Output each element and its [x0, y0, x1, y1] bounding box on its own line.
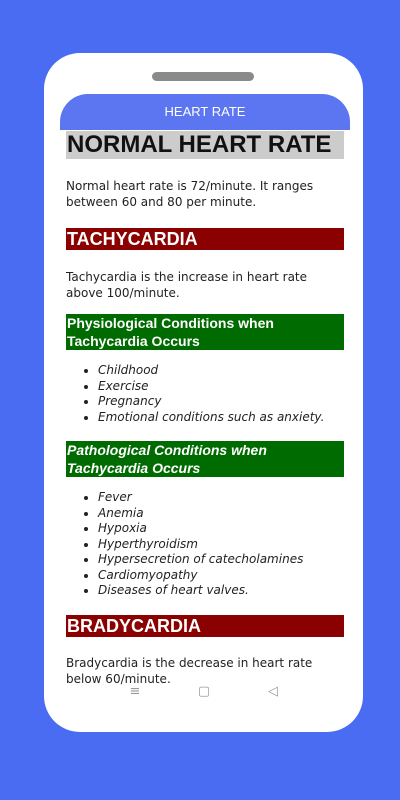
- phone-speaker: [152, 72, 254, 81]
- back-icon[interactable]: ◁: [268, 684, 278, 699]
- bradycardia-heading: BRADYCARDIA: [66, 615, 344, 637]
- home-icon[interactable]: ▢: [197, 684, 211, 699]
- list-item: • Hypoxia: [98, 521, 344, 537]
- list-item: • Pregnancy: [98, 394, 344, 410]
- list-item: • Emotional conditions such as anxiety.: [98, 410, 344, 426]
- tachycardia-text: Tachycardia is the increase in heart rate above 100/minute.: [66, 270, 308, 300]
- list-item: • Fever: [98, 490, 344, 506]
- bradycardia-text: Bradycardia is the decrease in heart rate below 60/minute.: [66, 655, 313, 686]
- app-title: HEART RATE: [164, 104, 246, 119]
- app-title-bar: [60, 94, 350, 130]
- tachycardia-heading: TACHYCARDIA: [66, 228, 344, 250]
- list-item: • Childhood: [98, 363, 344, 379]
- pathological-conditions-heading: Pathological Conditions when Tachycardia Occurs: [66, 441, 344, 477]
- list-item: • Diseases of heart valves.: [98, 583, 344, 599]
- article-content[interactable]: [66, 131, 344, 686]
- list-item: • Hypersecretion of catecholamines: [98, 552, 344, 568]
- list-item: • Anemia: [98, 506, 344, 522]
- physiological-conditions-heading: Physiological Conditions when Tachycardia Occurs: [66, 314, 344, 350]
- menu-icon[interactable]: ≡: [129, 684, 141, 699]
- system-navigation-bar: [60, 678, 350, 706]
- physiological-conditions-list: [66, 363, 344, 425]
- list-item: • Cardiomyopathy: [98, 568, 344, 584]
- list-item: • Exercise: [98, 379, 344, 395]
- normal-heart-rate-text: Normal heart rate is 72/minute. It ranges between 60 and 80 per minute.: [66, 179, 314, 209]
- app-screen: [60, 94, 350, 686]
- list-item: • Hyperthyroidism: [98, 537, 344, 553]
- pathological-conditions-list: [66, 490, 344, 599]
- normal-heart-rate-heading: NORMAL HEART RATE: [66, 131, 344, 159]
